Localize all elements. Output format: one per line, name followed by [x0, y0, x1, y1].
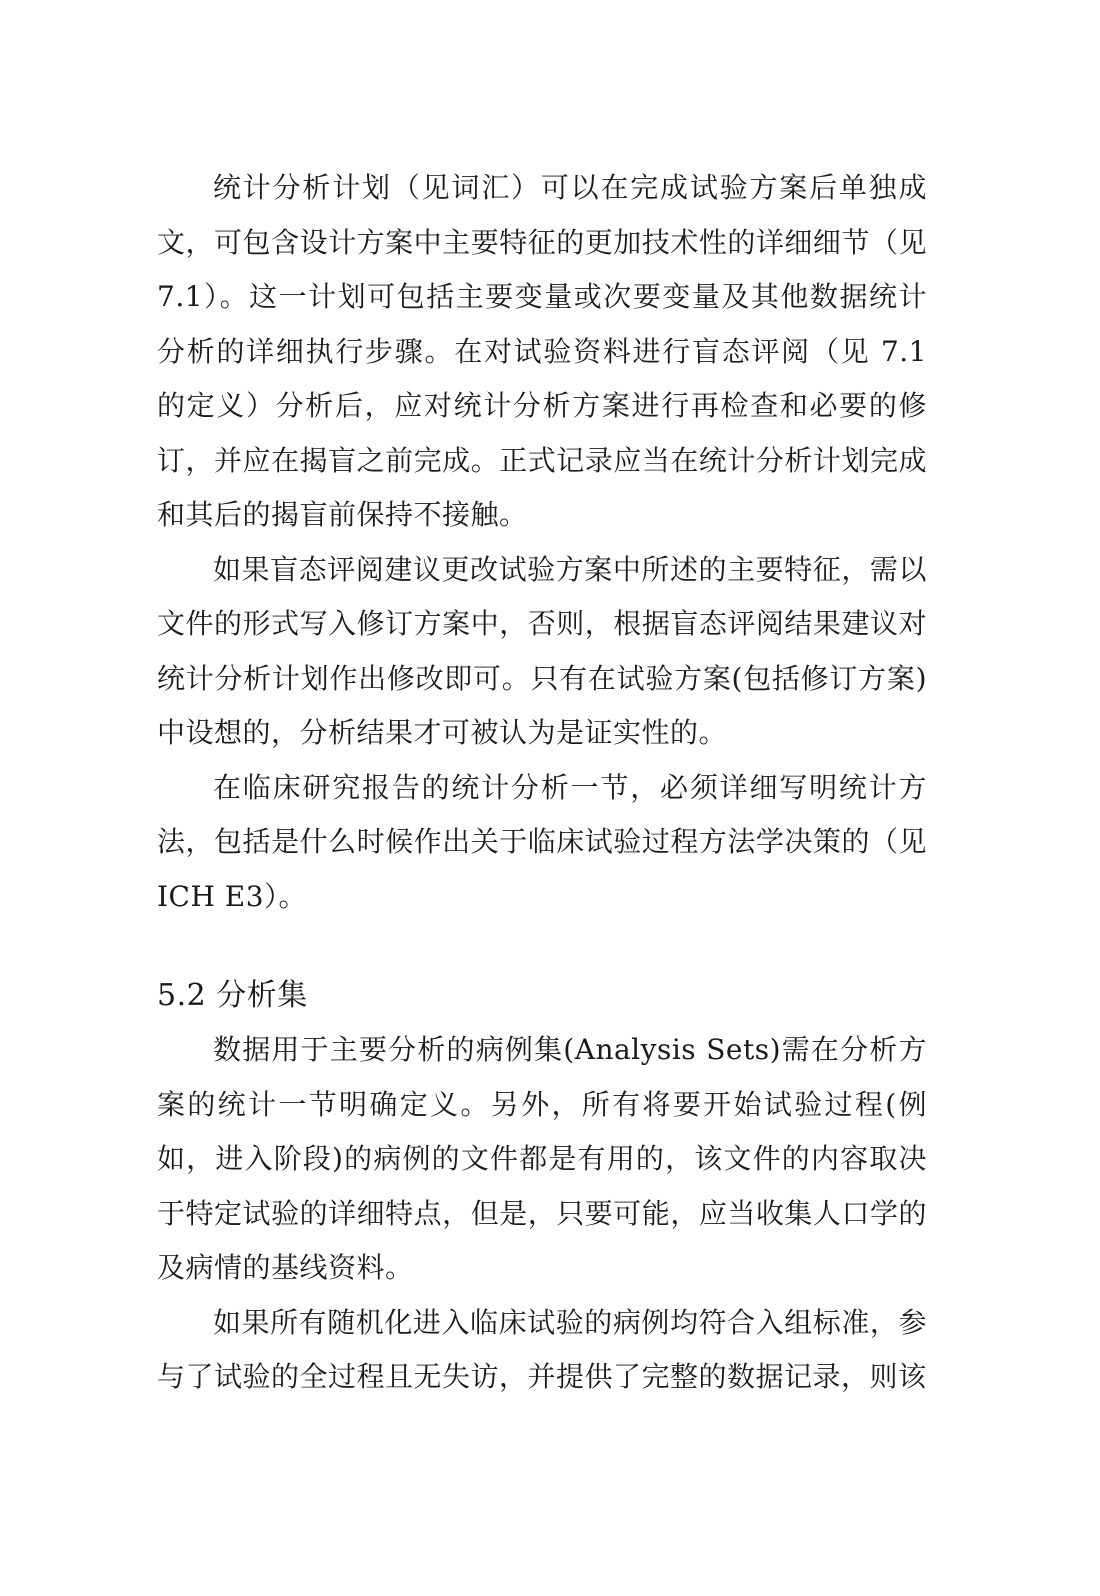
paragraph-statistical-analysis-plan: 统计分析计划（见词汇）可以在完成试验方案后单独成文，可包含设计方案中主要特征的更加技术性的详细细节（见 7.1）。这一计划可包括主要变量或次要变量及其他数据统计分析的详细执行步骤。在对试验资料进行盲态评阅（见 7.1 的定义）分析后，应对统计分析方案进行再检查和必要的修订，并应在揭盲之前完成。正式记录应当在统计分析计划完成和其后的揭盲前保持不接触。 [157, 171, 927, 531]
section-heading-analysis-sets: 5.2 分析集 [157, 978, 308, 1013]
paragraph-blind-review: 如果盲态评阅建议更改试验方案中所述的主要特征，需以文件的形式写入修订方案中，否则，根据盲态评阅结果建议对统计分析计划作出修改即可。只有在试验方案(包括修订方案)中设想的，分析结果才可被认为是证实性的。 [157, 552, 927, 749]
paragraph-randomized-cases: 如果所有随机化进入临床试验的病例均符合入组标准，参与了试验的全过程且无失访，并提供了完整的数据记录，则该 [157, 1305, 927, 1393]
document-body [157, 161, 927, 1405]
paragraph-clinical-study-report: 在临床研究报告的统计分析一节，必须详细写明统计方法，包括是什么时候作出关于临床试验过程方法学决策的（见 ICH E3）。 [157, 770, 927, 913]
paragraph-analysis-sets-definition: 数据用于主要分析的病例集(Analysis Sets)需在分析方案的统计一节明确定义。另外，所有将要开始试验过程(例如，进入阶段)的病例的文件都是有用的，该文件的内容取决于特定试验的详细特点，但是，只要可能，应当收集人口学的及病情的基线资料。 [157, 1033, 927, 1284]
